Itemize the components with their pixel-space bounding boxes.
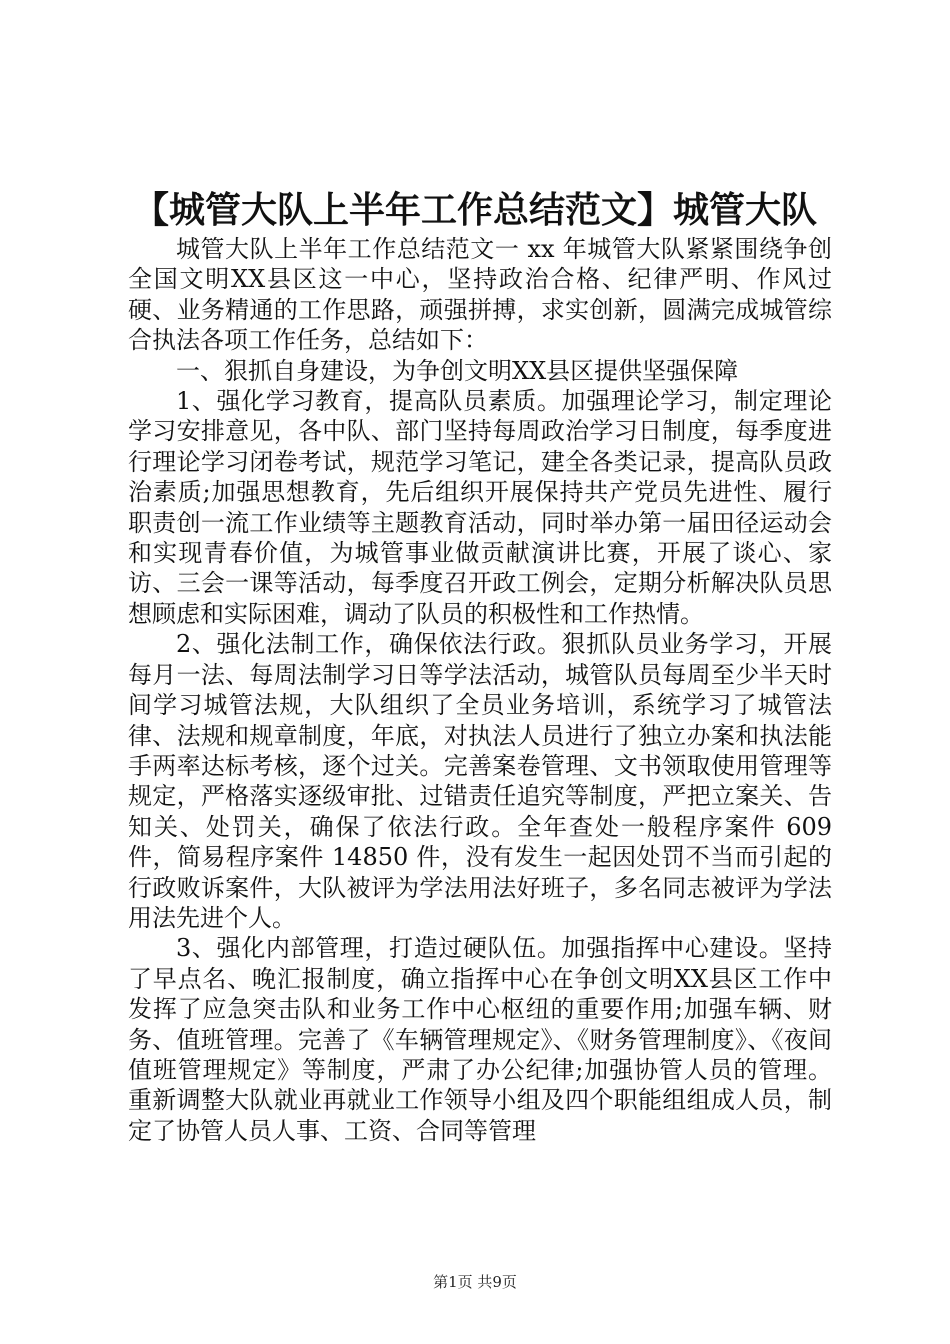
document-title: 【城管大队上半年工作总结范文】城管大队: [132, 189, 817, 231]
paragraph-item-2: 2、强化法制工作，确保依法行政。狠抓队员业务学习，开展每月一法、每周法制学习日等学法活动，城管队员每周至少半天时间学习城管法规，大队组织了全员业务培训，系统学习了城管法律、法规和规章制度，年底，对执法人员进行了独立办案和执法能手两率达标考核，逐个过关。完善案卷管理、文书领取使用管理等规定，严格落实逐级审批、过错责任追究等制度，严把立案关、告知关、处罚关，确保了依法行政。全年查处一般程序案件 609 件，简易程序案件 14850 件，没有发生一起因处罚不当而引起的行政败诉案件，大队被评为学法用法好班子，多名同志被评为学法用法先进个人。: [128, 630, 832, 932]
section-heading-1: 一、狠抓自身建设，为争创文明XX县区提供坚强保障: [176, 356, 739, 385]
paragraph-intro: 城管大队上半年工作总结范文一 xx 年城管大队紧紧围绕争创全国文明XX县区这一中心，坚持政治合格、纪律严明、作风过硬、业务精通的工作思路，顽强拼搏，求实创新，圆满完成城管综合执法各项工作任务，总结如下：: [128, 235, 832, 355]
paragraph-item-1: 1、强化学习教育，提高队员素质。加强理论学习，制定理论学习安排意见，各中队、部门坚持每周政治学习日制度，每季度进行理论学习闭卷考试，规范学习笔记，建全各类记录，提高队员政治素质;加强思想教育，先后组织开展保持共产党员先进性、履行职责创一流工作业绩等主题教育活动，同时举办第一届田径运动会和实现青春价值，为城管事业做贡献演讲比赛，开展了谈心、家访、三会一课等活动，每季度召开政工例会，定期分析解决队员思想顾虑和实际困难，调动了队员的积极性和工作热情。: [128, 387, 832, 628]
document-body: [128, 234, 832, 1146]
page-footer: 第1页 共9页: [433, 1273, 517, 1291]
paragraph-item-3: 3、强化内部管理，打造过硬队伍。加强指挥中心建设。坚持了早点名、晚汇报制度，确立指挥中心在争创文明XX县区工作中发挥了应急突击队和业务工作中心枢纽的重要作用;加强车辆、财务、值班管理。完善了《车辆管理规定》、《财务管理制度》、《夜间值班管理规定》等制度，严肃了办公纪律;加强协管人员的管理。重新调整大队就业再就业工作领导小组及四个职能组组成人员，制定了协管人员人事、工资、合同等管理: [128, 934, 832, 1145]
